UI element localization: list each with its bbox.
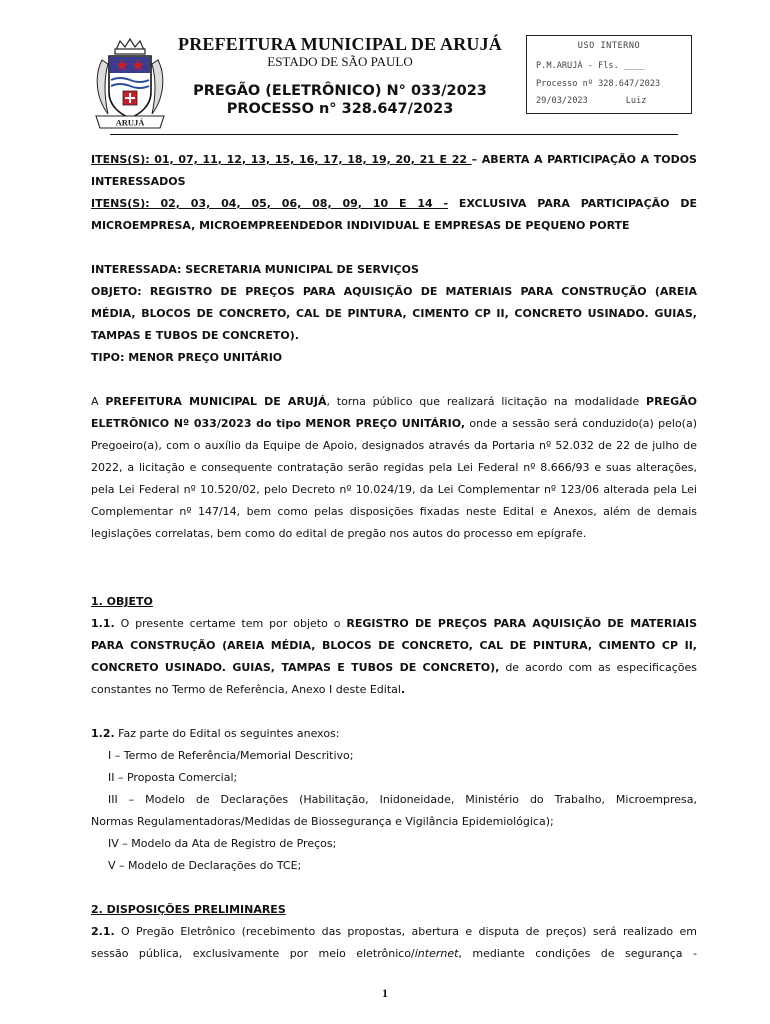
- annex-item: II – Proposta Comercial;: [108, 771, 238, 784]
- annex-item: IV – Modelo da Ata de Registro de Preços;: [108, 837, 337, 850]
- stamp-date: 29/03/2023: [536, 96, 588, 106]
- section-1-title: 1. OBJETO: [91, 595, 153, 608]
- clause-2-1-internet: internet: [414, 947, 459, 960]
- annex-list: [91, 745, 697, 877]
- section-2-title: 2. DISPOSIÇÕES PRELIMINARES: [91, 903, 286, 916]
- section-1-heading: [91, 591, 697, 613]
- clause-2-1-text-a: O Pregão Eletrônico (recebimento das propostas, abertura e disputa de preços) será realizado em sessão pública, exclusivamente por meio eletrônico/: [91, 925, 697, 960]
- itens-exclusive-participation: [91, 193, 697, 237]
- state-subtitle: ESTADO DE SÃO PAULO: [267, 54, 413, 69]
- clause-2-1-number: 2.1.: [91, 925, 115, 938]
- clause-1-1-period: .: [400, 683, 406, 696]
- annex-item: I – Termo de Referência/Memorial Descritivo;: [108, 749, 354, 762]
- preamble-text-3: onde a sessão será conduzido(a) pelo(a) Pregoeiro(a), com o auxílio da Equipe de Apoio, designados através da Portaria nº 52.032 de 22 de julho de 2022, a licitação e consequente contratação serão regidas pela Lei Federal nº 8.666/93 e suas alterações, pela Lei Federal nº 10.520/02, pelo Decreto nº 10.024/19, da Lei Complementar nº 123/06 alterada pela Lei Complementar nº 147/14, bem como pelas disposições fixadas neste Edital e Anexos, além de demais legislações correlatas, bem como do edital de pregão nos autos do processo em epígrafe.: [91, 417, 697, 540]
- stamp-folio-line: P.M.ARUJÁ - Fls. ____: [536, 61, 645, 71]
- stamp-title: USO INTERNO: [577, 41, 641, 51]
- clause-1-1-text-c: de acordo com as especificações constantes no Termo de Referência, Anexo I deste Edital: [91, 661, 697, 696]
- preamble-modality: PREGÃO ELETRÔNICO Nº 033/2023 do tipo MENOR PREÇO UNITÁRIO,: [91, 395, 697, 430]
- stamp-signer: Luiz: [625, 96, 647, 106]
- annex-item: III – Modelo de Declarações (Habilitação, Inidoneidade, Ministério do Trabalho, Microempresa,: [108, 793, 697, 806]
- preamble-org-name: PREFEITURA MUNICIPAL DE ARUJÁ: [105, 395, 327, 408]
- preamble-paragraph: [91, 391, 697, 545]
- municipality-title: PREFEITURA MUNICIPAL DE ARUJÁ: [178, 34, 502, 54]
- coat-of-arms-icon: [92, 36, 168, 132]
- tipo-line: TIPO: MENOR PREÇO UNITÁRIO: [91, 351, 283, 364]
- clause-2-1-text-c: , mediante condições de segurança -: [458, 947, 697, 960]
- clause-1-1-number: 1.1.: [91, 617, 115, 630]
- header-divider: [110, 134, 678, 135]
- pregao-number: PREGÃO (ELETRÔNICO) N° 033/2023: [193, 83, 487, 99]
- clause-1-2-text: Faz parte do Edital os seguintes anexos:: [114, 727, 340, 740]
- stamp-date-line: [536, 96, 646, 106]
- itens-open-participation: [91, 149, 697, 193]
- clause-1-1-text-a: O presente certame tem por objeto o: [114, 617, 347, 630]
- preamble-text-2: , torna público que realizará licitação na modalidade: [326, 395, 647, 408]
- clause-1-1-object: REGISTRO DE PREÇOS PARA AQUISIÇÃO DE MATERIAIS PARA CONSTRUÇÃO (AREIA MÉDIA, BLOCOS DE CONCRETO, CAL DE PINTURA, CIMENTO CP II, CONCRETO USINADO. GUIAS, TAMPAS E TUBOS DE CONCRETO),: [91, 617, 697, 674]
- clause-1-2: [91, 723, 697, 745]
- preamble-text-1: A: [91, 395, 106, 408]
- itens-exclusive-desc: EXCLUSIVA PARA PARTICIPAÇÃO DE MICROEMPRESA, MICROEMPREENDEDOR INDIVIDUAL E EMPRESAS DE PEQUENO PORTE: [91, 197, 697, 232]
- clause-1-1: [91, 613, 697, 701]
- clause-1-2-number: 1.2.: [91, 727, 115, 740]
- annex-item-continuation: Normas Regulamentadoras/Medidas de Biossegurança e Vigilância Epidemiológica);: [91, 815, 554, 828]
- annex-item: V – Modelo de Declarações do TCE;: [108, 859, 302, 872]
- itens-open-list: ITENS(S): 01, 07, 11, 12, 13, 15, 16, 17, 18, 19, 20, 21 E 22: [91, 153, 472, 166]
- crest-ribbon-text: ARUJÁ: [115, 117, 145, 128]
- processo-number: PROCESSO n° 328.647/2023: [226, 101, 454, 117]
- section-2-heading: [91, 899, 697, 921]
- clause-2-1: [91, 921, 697, 965]
- itens-exclusive-list: ITENS(S): 02, 03, 04, 05, 06, 08, 09, 10 E 14 -: [91, 197, 449, 210]
- page-number: 1: [382, 986, 388, 1000]
- interessada-line: INTERESSADA: SECRETARIA MUNICIPAL DE SERVIÇOS: [91, 263, 419, 276]
- stamp-processo-line: Processo nº 328.647/2023: [536, 79, 661, 89]
- objeto-summary: OBJETO: REGISTRO DE PREÇOS PARA AQUISIÇÃO DE MATERIAIS PARA CONSTRUÇÃO (AREIA MÉDIA, BLOCOS DE CONCRETO, CAL DE PINTURA, CIMENTO CP II, CONCRETO USINADO. GUIAS, TAMPAS E TUBOS DE CONCRETO).: [91, 285, 697, 342]
- internal-use-stamp: [526, 35, 692, 114]
- itens-open-desc: – ABERTA A PARTICIPAÇÃO A TODOS INTERESSADOS: [91, 153, 697, 188]
